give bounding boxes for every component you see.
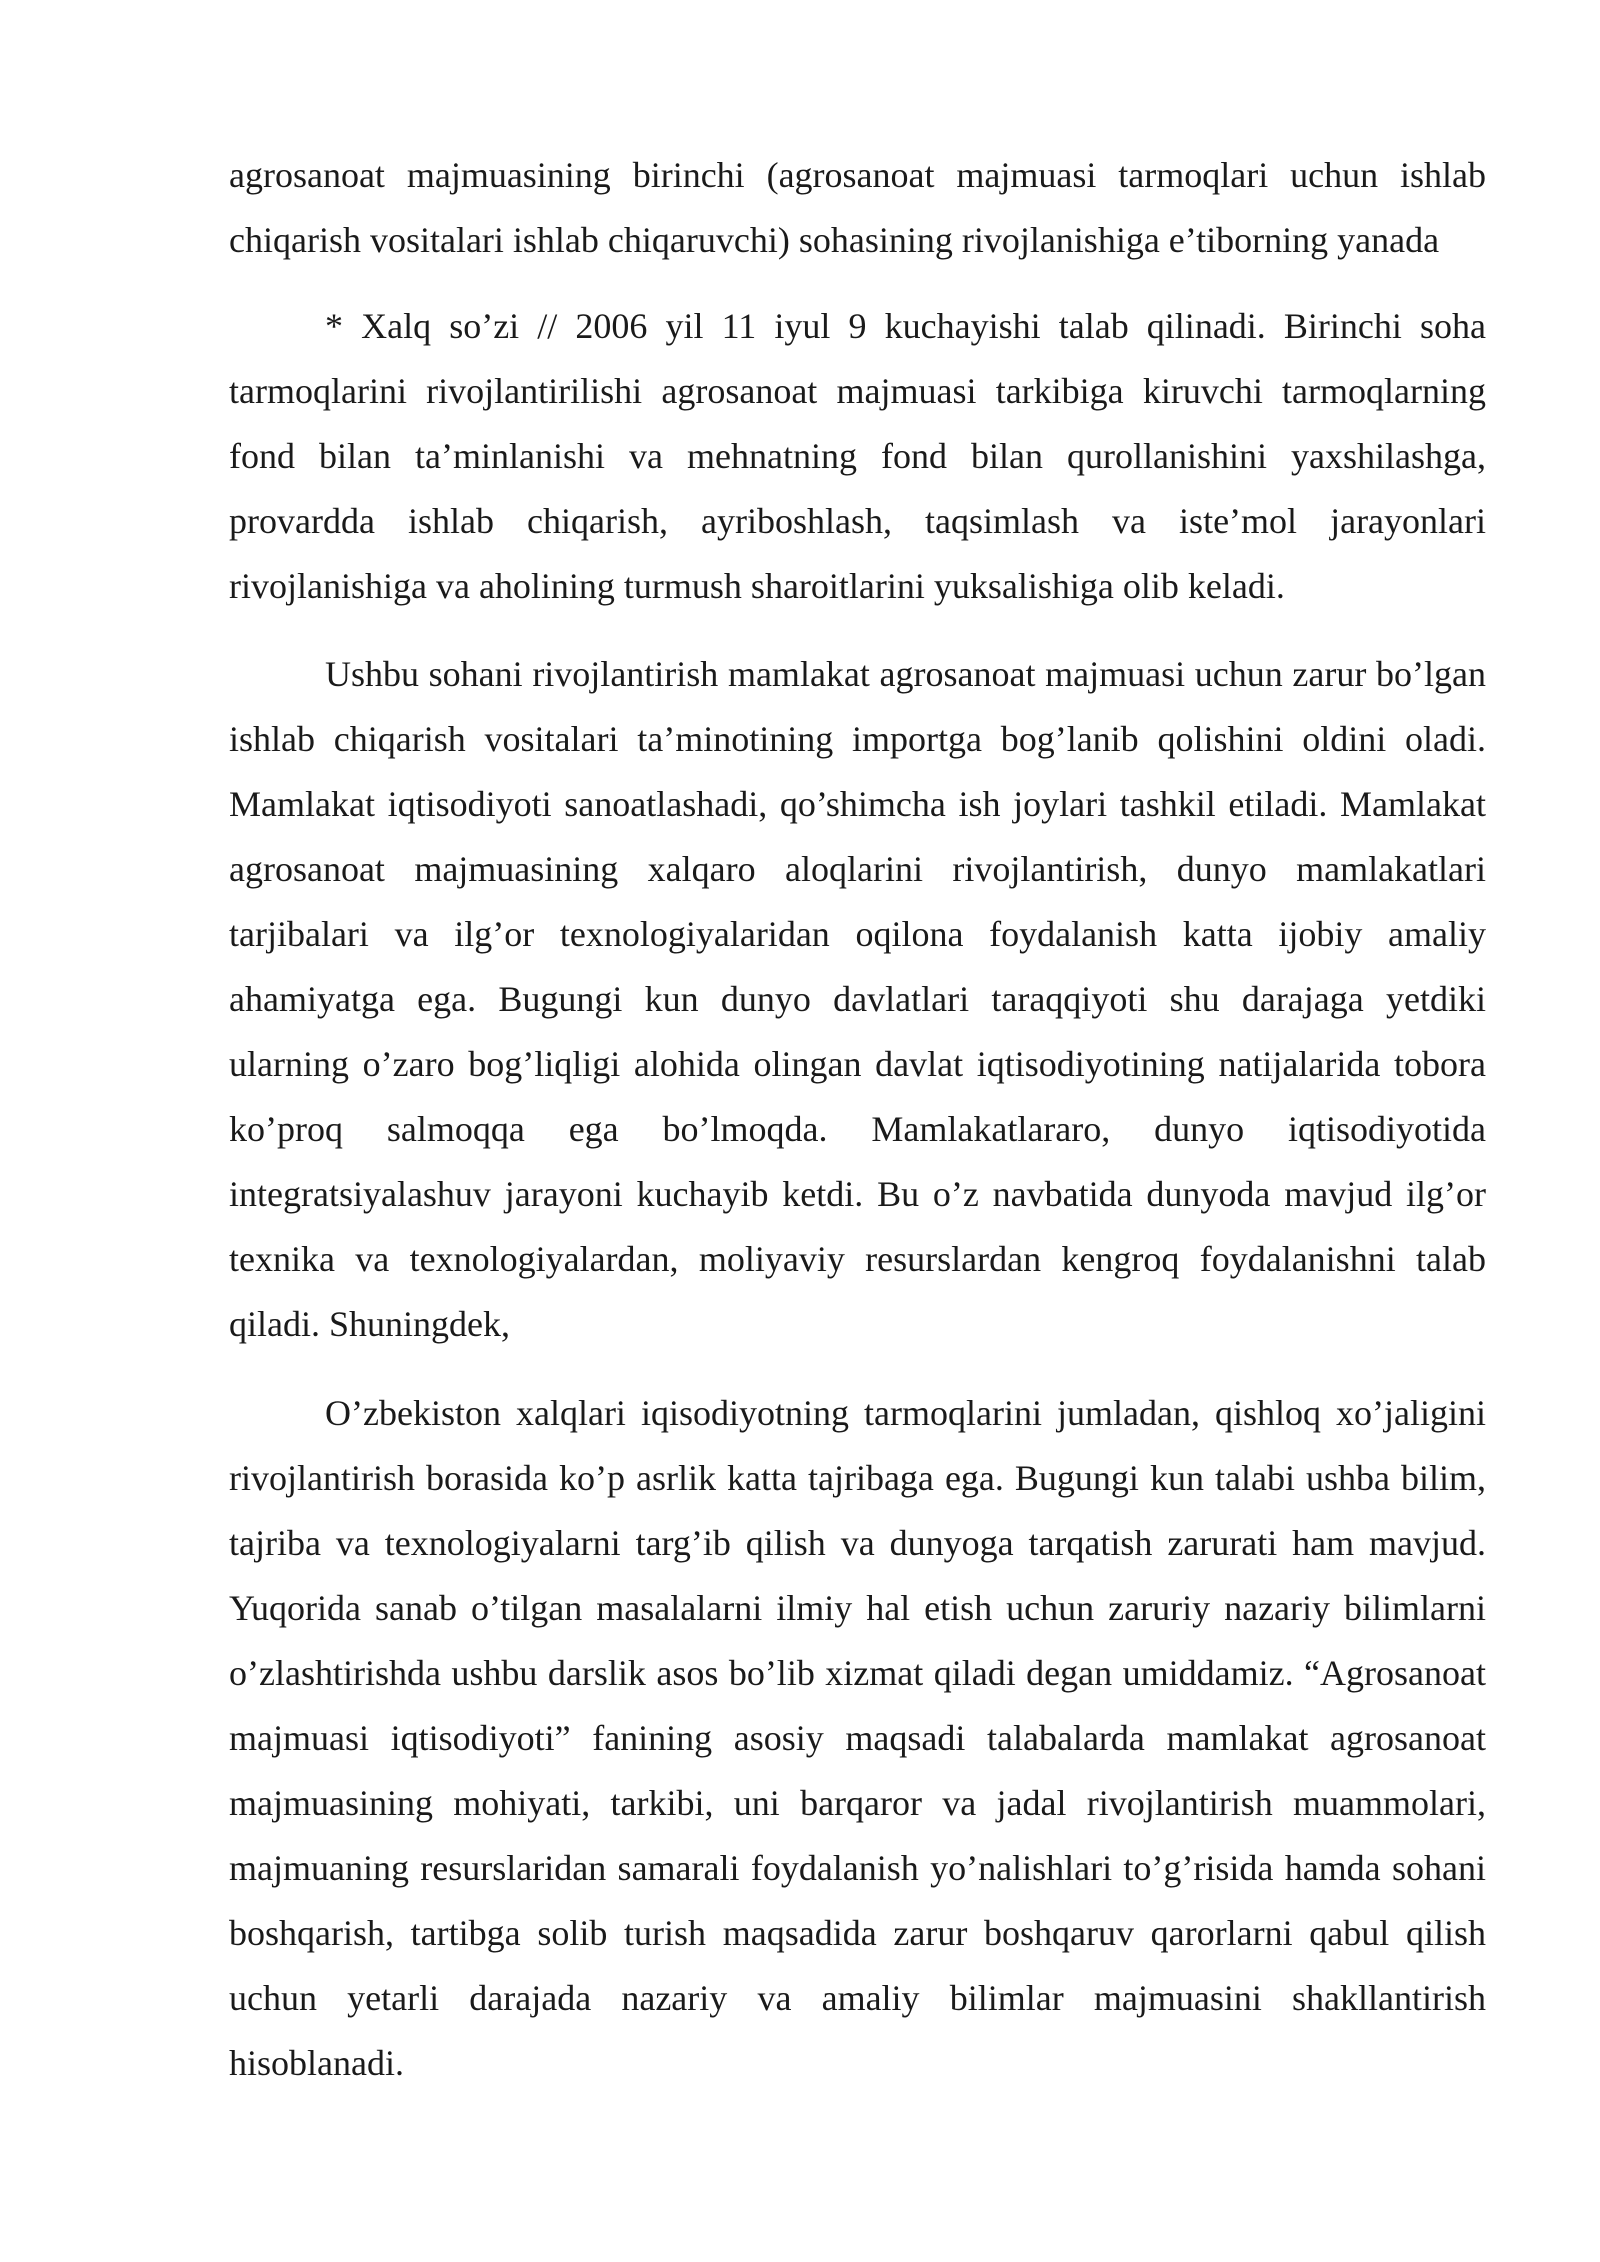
paragraph-uzbekistan: O’zbekiston xalqlari iqisodiyotning tarmoqlarini jumladan, qishloq xo’jaligini rivojlantirish borasida ko’p asrlik katta tajribaga ega. Bugungi kun talabi ushba bilim, tajriba va texnologiyalarni targ’ib qilish va dunyoga tarqatish zarurati ham mavjud. Yuqorida sanab o’tilgan masalalarni ilmiy hal etish uchun zaruriy nazariy bilimlarni o’zlashtirishda ushbu darslik asos bo’lib xizmat qiladi degan umiddamiz. “Agrosanoat majmuasi iqtisodiyoti” fanining asosiy maqsadi talabalarda mamlakat agrosanoat majmuasining mohiyati, tarkibi, uni barqaror va jadal rivojlantirish muammolari, majmuaning resurslaridan samarali foydalanish yo’nalishlari to’g’risida hamda sohani boshqarish, tartibga solib turish maqsadida zarur boshqaruv qarorlarni qabul qilish uchun yetarli darajada nazariy va amaliy bilimlar majmuasini shakllantirish hisoblanadi. [229, 1393, 1486, 2083]
paragraph-development: Ushbu sohani rivojlantirish mamlakat agrosanoat majmuasi uchun zarur bo’lgan ishlab chiqarish vositalari ta’minotining importga bog’lanib qolishini oldini oladi. Mamlakat iqtisodiyoti sanoatlashadi, qo’shimcha ish joylari tashkil etiladi. Mamlakat agrosanoat majmuasining xalqaro aloqlarini rivojlantirish, dunyo mamlakatlari tarjibalari va ilg’or texnologiyalaridan oqilona foydalanish katta ijobiy amaliy ahamiyatga ega. Bugungi kun dunyo davlatlari taraqqiyoti shu darajaga yetdiki ularning o’zaro bog’liqligi alohida olingan davlat iqtisodiyotining natijalarida tobora ko’proq salmoqqa ega bo’lmoqda. Mamlakatlararo, dunyo iqtisodiyotida integratsiyalashuv jarayoni kuchayib ketdi. Bu o’z navbatida dunyoda mavjud ilg’or texnika va texnologiyalardan, moliyaviy resurslardan kengroq foydalanishni talab qiladi. Shuningdek, [229, 654, 1486, 1344]
paragraph-footnote-continuation: * Xalq so’zi // 2006 yil 11 iyul 9 kuchayishi talab qilinadi. Birinchi soha tarmoqlarini rivojlantirilishi agrosanoat majmuasi tarkibiga kiruvchi tarmoqlarning fond bilan ta’minlanishi va mehnatning fond bilan qurollanishini yaxshilashga, provardda ishlab chiqarish, ayriboshlash, taqsimlash va iste’mol jarayonlari rivojlanishiga va aholining turmush sharoitlarini yuksalishiga olib keladi. [229, 306, 1486, 606]
paragraph-continuation: agrosanoat majmuasining birinchi (agrosanoat majmuasi tarmoqlari uchun ishlab chiqarish vositalari ishlab chiqaruvchi) sohasining rivojlanishiga e’tiborning yanada [229, 155, 1486, 260]
